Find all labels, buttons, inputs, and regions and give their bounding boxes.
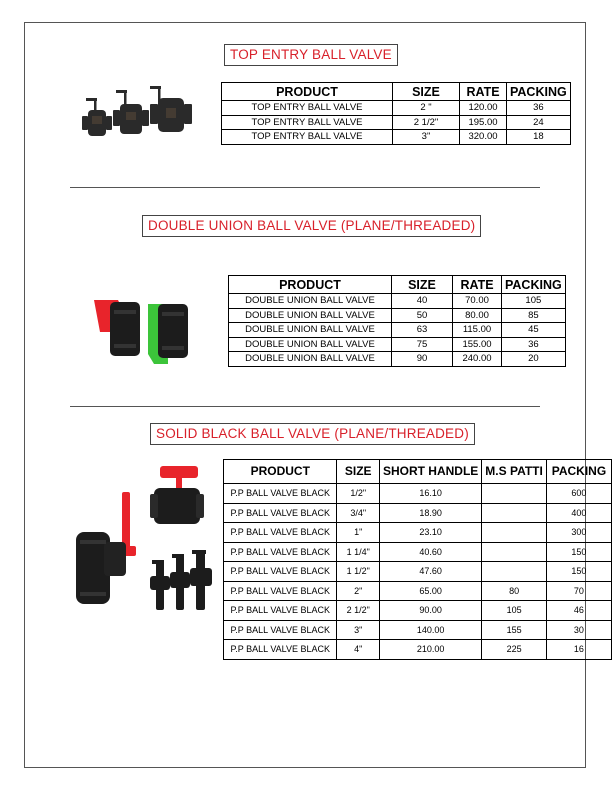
col-header-short-handle: SHORT HANDLE	[379, 460, 481, 484]
col-header-product: PRODUCT	[229, 276, 392, 294]
section-title-top-entry: TOP ENTRY BALL VALVE	[224, 44, 398, 66]
table-row: TOP ENTRY BALL VALVE 2 " 120.00 36	[222, 101, 571, 116]
col-header-rate: RATE	[453, 276, 502, 294]
table-row: DOUBLE UNION BALL VALVE 40 70.00 105	[229, 294, 566, 309]
col-header-ms-patti: M.S PATTI	[482, 460, 547, 484]
col-header-product: PRODUCT	[222, 83, 393, 101]
table-row: P.P BALL VALVE BLACK 1/2" 16.10 600	[224, 484, 612, 504]
col-header-size: SIZE	[337, 460, 379, 484]
table-row: P.P BALL VALVE BLACK 1" 23.10 300	[224, 523, 612, 543]
section-divider	[70, 406, 540, 407]
table-row: P.P BALL VALVE BLACK 2 1/2" 90.00 105 46	[224, 601, 612, 621]
solid-black-price-table	[223, 459, 612, 660]
table-row: DOUBLE UNION BALL VALVE 50 80.00 85	[229, 308, 566, 323]
col-header-packing: PACKING	[507, 83, 571, 101]
col-header-size: SIZE	[392, 276, 453, 294]
section-title-double-union: DOUBLE UNION BALL VALVE (PLANE/THREADED)	[142, 215, 481, 237]
table-row: TOP ENTRY BALL VALVE 3" 320.00 18	[222, 130, 571, 145]
section-divider	[70, 187, 540, 188]
col-header-packing: PACKING	[546, 460, 611, 484]
table-row: DOUBLE UNION BALL VALVE 90 240.00 20	[229, 352, 566, 367]
top-entry-price-table	[221, 82, 571, 145]
table-row: P.P BALL VALVE BLACK 3" 140.00 155 30	[224, 620, 612, 640]
top-entry-valves-image	[80, 86, 194, 150]
table-row: P.P BALL VALVE BLACK 1 1/4" 40.60 150	[224, 542, 612, 562]
table-row: P.P BALL VALVE BLACK 4" 210.00 225 16	[224, 640, 612, 660]
section-title-solid-black: SOLID BLACK BALL VALVE (PLANE/THREADED)	[150, 423, 475, 445]
table-row: TOP ENTRY BALL VALVE 2 1/2" 195.00 24	[222, 115, 571, 130]
table-row: P.P BALL VALVE BLACK 1 1/2" 47.60 150	[224, 562, 612, 582]
col-header-rate: RATE	[460, 83, 507, 101]
solid-black-valves-image	[74, 466, 214, 616]
double-union-valves-image	[92, 294, 192, 366]
col-header-product: PRODUCT	[224, 460, 337, 484]
table-row: P.P BALL VALVE BLACK 3/4" 18.90 400	[224, 503, 612, 523]
col-header-packing: PACKING	[502, 276, 566, 294]
table-row: DOUBLE UNION BALL VALVE 63 115.00 45	[229, 323, 566, 338]
col-header-size: SIZE	[393, 83, 460, 101]
table-row: DOUBLE UNION BALL VALVE 75 155.00 36	[229, 337, 566, 352]
table-row: P.P BALL VALVE BLACK 2" 65.00 80 70	[224, 581, 612, 601]
double-union-price-table	[228, 275, 566, 367]
